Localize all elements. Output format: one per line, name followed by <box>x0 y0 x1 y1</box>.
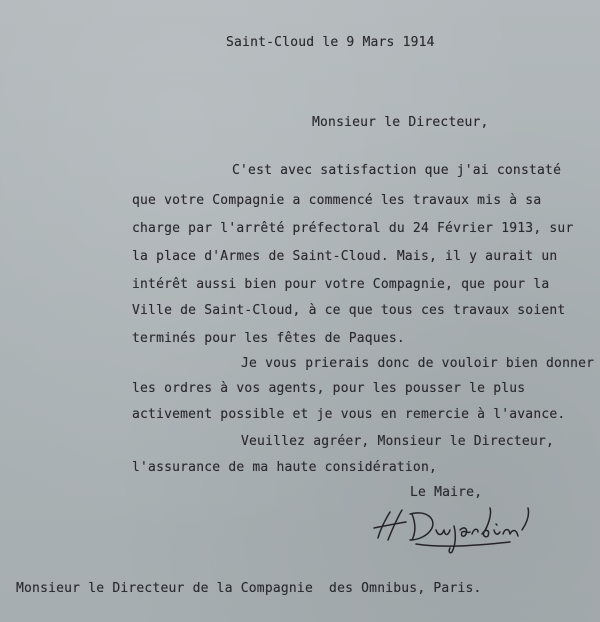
body-line: Ville de Saint-Cloud, à ce que tous ces travaux soient <box>132 303 566 318</box>
salutation: Monsieur le Directeur, <box>312 115 489 130</box>
body-line: intérêt aussi bien pour votre Compagnie, que pour la <box>132 277 550 292</box>
body-line: terminés pour les fêtes de Paques. <box>132 331 405 346</box>
body-line: les ordres à vos agents, pour les pousser le plus <box>132 381 526 396</box>
place-date: Saint-Cloud le 9 Mars 1914 <box>226 35 435 50</box>
body-line: l'assurance de ma haute considération, <box>132 460 438 475</box>
body-line: que votre Compagnie a commencé les travaux mis à sa <box>132 193 542 208</box>
body-line: Veuillez agréer, Monsieur le Directeur, <box>241 434 555 449</box>
recipient-line: Monsieur le Directeur de la Compagnie des Omnibus, Paris. <box>16 581 482 596</box>
handwritten-signature <box>372 500 532 556</box>
body-line: activement possible et je vous en remercie à l'avance. <box>132 407 566 422</box>
body-line: Je vous prierais donc de vouloir bien donner <box>241 356 595 371</box>
body-line: C'est avec satisfaction que j'ai constaté <box>232 163 562 178</box>
body-line: la place d'Armes de Saint-Cloud. Mais, il y aurait un <box>132 249 558 264</box>
body-line: charge par l'arrêté préfectoral du 24 Février 1913, sur <box>132 221 574 236</box>
sign-title: Le Maire, <box>410 485 483 500</box>
